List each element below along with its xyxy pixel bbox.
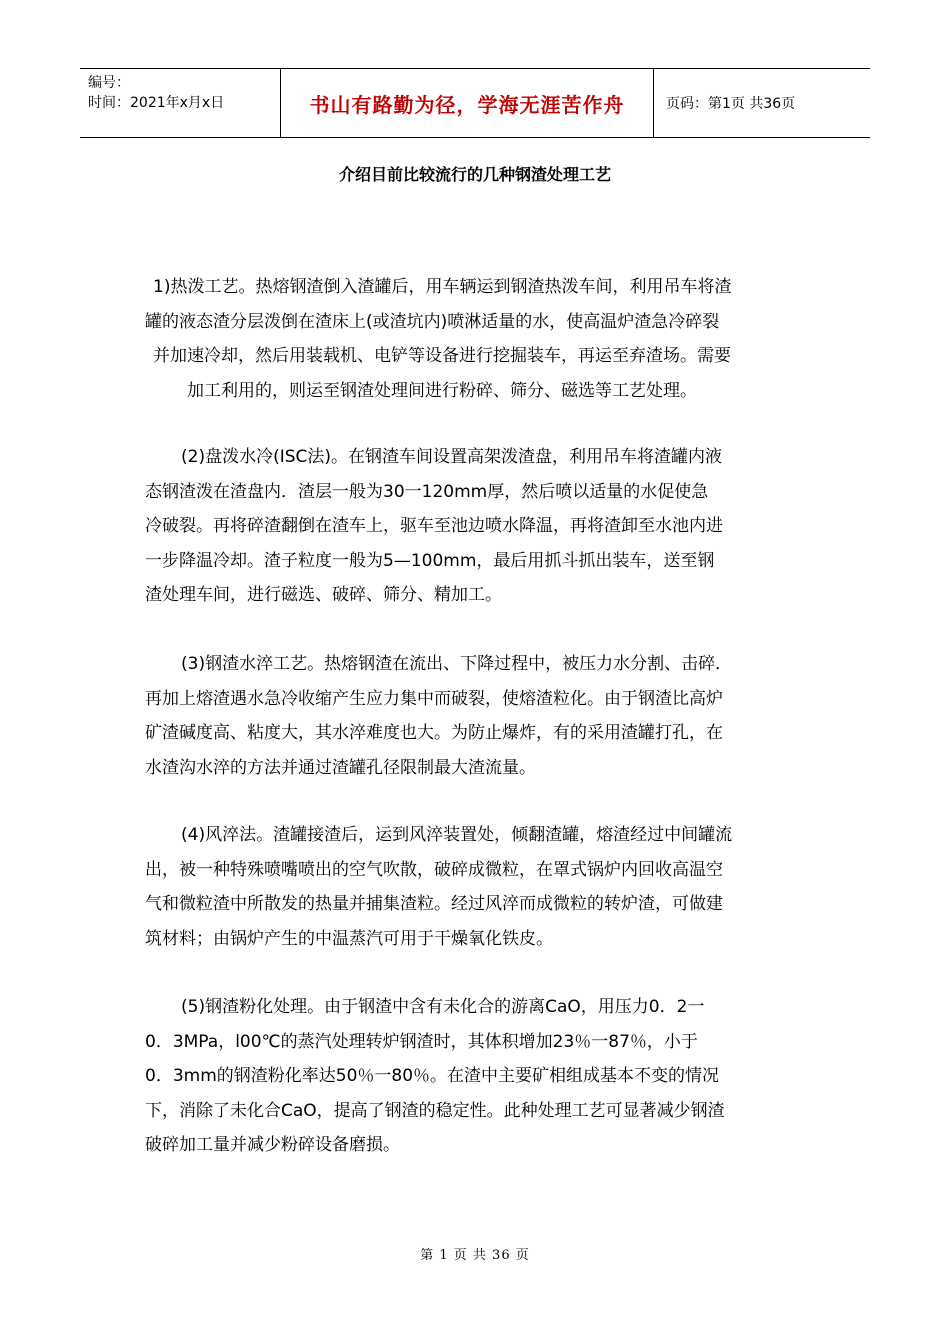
paragraph-line: 破碎加工量并减少粉碎设备磨损。 bbox=[145, 1135, 400, 1155]
paragraph-line: 筑材料；由锅炉产生的中温蒸汽可用于干燥氧化铁皮。 bbox=[145, 928, 553, 949]
page-header bbox=[80, 68, 870, 138]
paragraph-line: 态钢渣泼在渣盘内．渣层一般为30一120mm厚，然后喷以适量的水促使急 bbox=[145, 481, 709, 502]
paragraph-line: 渣处理车间，进行磁选、破碎、筛分、精加工。 bbox=[145, 585, 502, 605]
paragraph-line: (5)钢渣粉化处理。由于钢渣中含有未化合的游离CaO，用压力0．2一 bbox=[181, 997, 705, 1017]
paragraph-line: 出，被一种特殊喷嘴喷出的空气吹散，破碎成微粒，在罩式锅炉内回收高温空 bbox=[145, 859, 723, 880]
header-motto: 书山有路勤为径，学海无涯苦作舟 bbox=[281, 69, 654, 137]
paragraph-line: 下，消除了未化合CaO，提高了钢渣的稳定性。此种处理工艺可显著减少钢渣 bbox=[145, 1100, 725, 1121]
paragraph-line: 罐的液态渣分层泼倒在渣床上(或渣坑内)喷淋适量的水，使高温炉渣急冷碎裂 bbox=[145, 311, 720, 332]
paragraph-line: 0．3mm的钢渣粉化率达50％一80％。在渣中主要矿相组成基本不变的情况 bbox=[145, 1066, 720, 1086]
header-page-info: 页码：第1页 共36页 bbox=[666, 96, 796, 112]
header-meta bbox=[80, 69, 281, 137]
document-title: 介绍目前比较流行的几种钢渣处理工艺 bbox=[338, 165, 611, 184]
paragraph-line: (4)风淬法。渣罐接渣后，运到风淬装置处，倾翻渣罐，熔渣经过中间罐流 bbox=[181, 825, 733, 845]
paragraph-4 bbox=[145, 818, 805, 956]
paragraph-1 bbox=[145, 270, 805, 408]
page-footer: 第 1 页 共 36 页 bbox=[420, 1248, 530, 1263]
paragraph-line: (2)盘泼水冷(ISC法)。在钢渣车间设置高架泼渣盘，利用吊车将渣罐内液 bbox=[181, 447, 723, 467]
paragraph-line: 并加速冷却，然后用装载机、电铲等设备进行挖掘装车，再运至弃渣场。需要 bbox=[153, 346, 731, 366]
paragraph-line: 一步降温冷却。渣子粒度一般为5—100mm，最后用抓斗抓出装车，送至钢 bbox=[145, 550, 715, 571]
paragraph-line: 加工利用的，则运至钢渣处理间进行粉碎、筛分、磁选等工艺处理。 bbox=[187, 380, 697, 401]
paragraph-3 bbox=[145, 647, 805, 785]
time-label: 时间：2021年x月x日 bbox=[88, 95, 225, 111]
paragraph-line: 0．3MPa，l00℃的蒸汽处理转炉钢渣时，其体积增加23％一87％，小于 bbox=[145, 1031, 698, 1052]
number-label: 编号： bbox=[88, 75, 130, 91]
paragraph-line: 水渣沟水淬的方法并通过渣罐孔径限制最大渣流量。 bbox=[145, 757, 536, 778]
paragraph-line: 1)热泼工艺。热熔钢渣倒入渣罐后，用车辆运到钢渣热泼车间，利用吊车将渣 bbox=[153, 277, 732, 297]
paragraph-line: 气和微粒渣中所散发的热量并捕集渣粒。经过风淬而成微粒的转炉渣，可做建 bbox=[145, 894, 723, 914]
paragraph-line: 冷破裂。再将碎渣翻倒在渣车上，驱车至池边喷水降温，再将渣卸至水池内进 bbox=[145, 516, 723, 536]
paragraph-2 bbox=[145, 440, 805, 613]
paragraph-5 bbox=[145, 990, 805, 1163]
paragraph-line: (3)钢渣水淬工艺。热熔钢渣在流出、下降过程中，被压力水分割、击碎． bbox=[181, 654, 733, 674]
paragraph-line: 矿渣碱度高、粘度大，其水淬难度也大。为防止爆炸，有的采用渣罐打孔，在 bbox=[145, 723, 723, 743]
paragraph-line: 再加上熔渣遇水急冷收缩产生应力集中而破裂，使熔渣粒化。由于钢渣比高炉 bbox=[145, 688, 723, 709]
